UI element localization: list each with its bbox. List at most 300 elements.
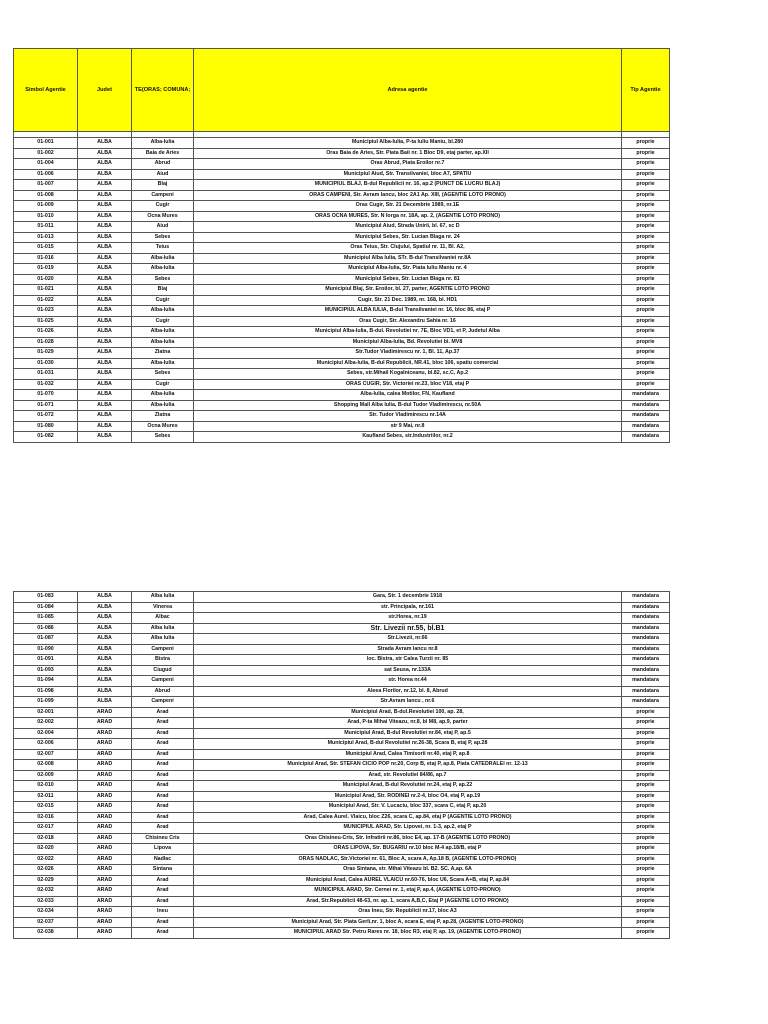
tip-cell: proprie — [622, 875, 670, 886]
tip-cell: proprie — [622, 802, 670, 813]
tip-cell: proprie — [622, 896, 670, 907]
table-row — [14, 812, 670, 823]
judet-cell: ALBA — [78, 222, 132, 233]
simbol-cell: 01-084 — [14, 602, 78, 613]
judet-cell: ALBA — [78, 180, 132, 191]
simbol-cell: 01-028 — [14, 337, 78, 348]
judet-cell: ALBA — [78, 264, 132, 275]
judet-cell: ARAD — [78, 886, 132, 897]
tip-cell: proprie — [622, 243, 670, 254]
simbol-cell: 02-034 — [14, 907, 78, 918]
judet-cell: ALBA — [78, 201, 132, 212]
simbol-cell: 01-020 — [14, 274, 78, 285]
tip-cell: proprie — [622, 295, 670, 306]
adresa-cell: ORAS NADLAC, Str.Victoriei nr. 61, Bloc A, scara A, Ap.18 B, (AGENTIE LOTO-PRONO) — [194, 854, 622, 865]
adresa-cell: MUNICIPIUL ARAD, Str. Cernei nr. 1, etaj P, ap.4, (AGENTIE LOTO-PRONO) — [194, 886, 622, 897]
oras-cell: Arad — [132, 718, 194, 729]
adresa-cell: Arad, Calea Aurel. Vlaicu, bloc Z26, scara C, ap.84, etaj P (AGENTIE LOTO PRONO) — [194, 812, 622, 823]
adresa-cell: Municipiul Arad, B-dul Revolutiei nr.26-38, Scara B, etaj P, ap.28 — [194, 739, 622, 750]
judet-cell: ALBA — [78, 390, 132, 401]
judet-cell: ALBA — [78, 190, 132, 201]
table-row — [14, 613, 670, 624]
simbol-cell: 02-032 — [14, 886, 78, 897]
tip-cell: proprie — [622, 264, 670, 275]
tip-cell: proprie — [622, 739, 670, 750]
judet-cell: ALBA — [78, 169, 132, 180]
oras-cell: Campeni — [132, 676, 194, 687]
table-row — [14, 432, 670, 443]
tip-cell: proprie — [622, 148, 670, 159]
adresa-cell: Sebes, str.Mihail Kogalniceanu, bl.82, sc.C, Ap.2 — [194, 369, 622, 380]
table-row — [14, 886, 670, 897]
table-row — [14, 760, 670, 771]
adresa-cell: Municipiul Arad, Calea Timisorii nr.40, etaj P, ap.8 — [194, 749, 622, 760]
oras-cell: Campeni — [132, 644, 194, 655]
header-simbol: Simbol Agentie — [14, 49, 78, 132]
tip-cell: proprie — [622, 190, 670, 201]
judet-cell: ARAD — [78, 791, 132, 802]
simbol-cell: 02-033 — [14, 896, 78, 907]
oras-cell: Alba Iulia — [132, 634, 194, 645]
table-row — [14, 844, 670, 855]
table-row — [14, 802, 670, 813]
judet-cell: ALBA — [78, 665, 132, 676]
adresa-cell: Municipiul Arad, Str. RODINEI nr.2-4, bloc O4, etaj P, ap.19 — [194, 791, 622, 802]
adresa-cell: Str.Livezii, nr.66 — [194, 634, 622, 645]
adresa-cell: loc. Bistra, str Calea Turzii nr. 85 — [194, 655, 622, 666]
tip-cell: proprie — [622, 306, 670, 317]
judet-cell: ALBA — [78, 253, 132, 264]
agency-table-bottom — [13, 591, 670, 939]
adresa-cell: Cugir, Str. 21 Dec. 1989, nr. 168, bl. HD1 — [194, 295, 622, 306]
oras-cell: Ocna Mures — [132, 421, 194, 432]
simbol-cell: 01-025 — [14, 316, 78, 327]
judet-cell: ALBA — [78, 337, 132, 348]
adresa-cell: ORAS CAMPENI, Str. Avram Iancu, bloc 2A1 Ap. XIII, (AGENTIE LOTO PRONO) — [194, 190, 622, 201]
oras-cell: Arad — [132, 760, 194, 771]
adresa-cell: Municipiul Arad, B-dul Revolutiei nr.24, etaj P, ap.22 — [194, 781, 622, 792]
table-row — [14, 211, 670, 222]
oras-cell: Arad — [132, 917, 194, 928]
oras-cell: Alba-Iulia — [132, 306, 194, 317]
header-row — [14, 49, 670, 132]
oras-cell: Ciugud — [132, 665, 194, 676]
tip-cell: proprie — [622, 316, 670, 327]
oras-cell: Blaj — [132, 180, 194, 191]
oras-cell: Aiud — [132, 222, 194, 233]
table-row — [14, 928, 670, 939]
simbol-cell: 02-006 — [14, 739, 78, 750]
tip-cell: proprie — [622, 917, 670, 928]
judet-cell: ALBA — [78, 285, 132, 296]
table-row — [14, 707, 670, 718]
tip-cell: mandatara — [622, 697, 670, 708]
judet-cell: ARAD — [78, 718, 132, 729]
judet-cell: ARAD — [78, 907, 132, 918]
simbol-cell: 02-026 — [14, 865, 78, 876]
oras-cell: Albac — [132, 613, 194, 624]
judet-cell: ARAD — [78, 823, 132, 834]
adresa-cell: str. Horea nr.44 — [194, 676, 622, 687]
judet-cell: ALBA — [78, 306, 132, 317]
judet-cell: ARAD — [78, 875, 132, 886]
oras-cell: Sebes — [132, 369, 194, 380]
table-row — [14, 739, 670, 750]
table-row — [14, 190, 670, 201]
adresa-cell: Municipiul Aiud, Strada Unirii, bl. 67, sc D — [194, 222, 622, 233]
oras-cell: Alba-Iulia — [132, 400, 194, 411]
judet-cell: ALBA — [78, 421, 132, 432]
adresa-cell: Strada Avram Iancu nr.8 — [194, 644, 622, 655]
table-row — [14, 602, 670, 613]
table-row — [14, 159, 670, 170]
oras-cell: Chisineu Cris — [132, 833, 194, 844]
adresa-cell: MUNICIPIUL BLAJ, B-dul Republicii nr. 16, ap.2 (PUNCT DE LUCRU BLAJ) — [194, 180, 622, 191]
tip-cell: mandatara — [622, 602, 670, 613]
simbol-cell: 02-037 — [14, 917, 78, 928]
oras-cell: Lipova — [132, 844, 194, 855]
oras-cell: Alba-Iulia — [132, 327, 194, 338]
tip-cell: mandatara — [622, 400, 670, 411]
simbol-cell: 01-090 — [14, 644, 78, 655]
table-row — [14, 770, 670, 781]
tip-cell: proprie — [622, 707, 670, 718]
simbol-cell: 01-032 — [14, 379, 78, 390]
oras-cell: Teius — [132, 243, 194, 254]
tip-cell: mandatara — [622, 421, 670, 432]
tip-cell: proprie — [622, 379, 670, 390]
tip-cell: proprie — [622, 886, 670, 897]
judet-cell: ALBA — [78, 148, 132, 159]
simbol-cell: 01-080 — [14, 421, 78, 432]
adresa-cell: Oras Sintana, str. Mihai Viteazu bl. B2. SC. A,ap. 6A — [194, 865, 622, 876]
adresa-cell: Arad, str. Revolutiei 84/86, ap.7 — [194, 770, 622, 781]
judet-cell: ALBA — [78, 295, 132, 306]
table-row — [14, 337, 670, 348]
simbol-cell: 01-030 — [14, 358, 78, 369]
table-row — [14, 728, 670, 739]
tip-cell: proprie — [622, 770, 670, 781]
adresa-cell: Kaufland Sebes, str.Industriilor, nr.2 — [194, 432, 622, 443]
oras-cell: Alba-Iulia — [132, 390, 194, 401]
adresa-cell: Municipiul Arad, Str. Piata Gerli,nr. 1, bloc A, scara E, etaj P, ap.28, (AGENTIE LOTO-PRONO) — [194, 917, 622, 928]
oras-cell: Sebes — [132, 432, 194, 443]
tip-cell: proprie — [622, 791, 670, 802]
tip-cell: proprie — [622, 358, 670, 369]
adresa-cell: Alba-Iulia, calea Motilor, FN, Kaufland — [194, 390, 622, 401]
adresa-cell: Municipiul Arad, B-dul Revolutiei nr.84, etaj P, ap.5 — [194, 728, 622, 739]
judet-cell: ARAD — [78, 917, 132, 928]
table-row — [14, 348, 670, 359]
tip-cell: mandatara — [622, 634, 670, 645]
simbol-cell: 01-098 — [14, 686, 78, 697]
simbol-cell: 01-091 — [14, 655, 78, 666]
simbol-cell: 02-002 — [14, 718, 78, 729]
simbol-cell: 01-009 — [14, 201, 78, 212]
oras-cell: Campeni — [132, 697, 194, 708]
tip-cell: proprie — [622, 232, 670, 243]
tip-cell: proprie — [622, 760, 670, 771]
judet-cell: ALBA — [78, 655, 132, 666]
simbol-cell: 01-007 — [14, 180, 78, 191]
header-tip: Tip Agentie — [622, 49, 670, 132]
adresa-cell: Str. Tudor Vladimirescu nr.14A — [194, 411, 622, 422]
tip-cell: proprie — [622, 907, 670, 918]
tip-cell: proprie — [622, 180, 670, 191]
simbol-cell: 01-011 — [14, 222, 78, 233]
tip-cell: proprie — [622, 728, 670, 739]
judet-cell: ALBA — [78, 379, 132, 390]
oras-cell: Cugir — [132, 379, 194, 390]
judet-cell: ALBA — [78, 411, 132, 422]
judet-cell: ARAD — [78, 770, 132, 781]
tip-cell: mandatara — [622, 655, 670, 666]
oras-cell: Abrud — [132, 686, 194, 697]
adresa-cell: Municipiul Alba-Iulia, P-ta Iuliu Maniu, bl.280 — [194, 138, 622, 149]
oras-cell: Abrud — [132, 159, 194, 170]
adresa-cell: Municipiul Blaj, Str. Eroilor, bl. 27, parter, AGENTIE LOTO PRONO — [194, 285, 622, 296]
oras-cell: Vinerea — [132, 602, 194, 613]
oras-cell: Arad — [132, 928, 194, 939]
table-row — [14, 264, 670, 275]
table-row — [14, 306, 670, 317]
judet-cell: ALBA — [78, 634, 132, 645]
header-adresa: Adresa agentie — [194, 49, 622, 132]
oras-cell: Bistra — [132, 655, 194, 666]
adresa-cell: Oras Teius, Str. Clujului, Spatiul nr. 11, Bl. A2, — [194, 243, 622, 254]
simbol-cell: 01-006 — [14, 169, 78, 180]
simbol-cell: 01-099 — [14, 697, 78, 708]
simbol-cell: 01-085 — [14, 613, 78, 624]
oras-cell: Arad — [132, 886, 194, 897]
adresa-cell: Municipiul Sebes, Str. Lucian Blaga nr. 81 — [194, 274, 622, 285]
tip-cell: mandatara — [622, 613, 670, 624]
tip-cell: mandatara — [622, 676, 670, 687]
header-oras: TE(ORAS; COMUNA; — [132, 49, 194, 132]
table-row — [14, 655, 670, 666]
adresa-cell: Municipiul Alba-Iulia, B-dul. Revolutiei nr. 7E, Bloc VD1, et P, Judetul Alba — [194, 327, 622, 338]
table-row — [14, 369, 670, 380]
simbol-cell: 01-093 — [14, 665, 78, 676]
oras-cell: Arad — [132, 707, 194, 718]
judet-cell: ARAD — [78, 739, 132, 750]
tip-cell: proprie — [622, 781, 670, 792]
simbol-cell: 02-001 — [14, 707, 78, 718]
table-row — [14, 148, 670, 159]
oras-cell: Alba-Iulia — [132, 358, 194, 369]
oras-cell: Campeni — [132, 190, 194, 201]
tip-cell: mandatara — [622, 623, 670, 634]
adresa-cell: Str.Avram Iancu , nr.6 — [194, 697, 622, 708]
table-row — [14, 201, 670, 212]
table-row — [14, 865, 670, 876]
tip-cell: proprie — [622, 854, 670, 865]
tip-cell: proprie — [622, 865, 670, 876]
table-row — [14, 411, 670, 422]
table-row — [14, 222, 670, 233]
oras-cell: Blaj — [132, 285, 194, 296]
oras-cell: Arad — [132, 770, 194, 781]
adresa-cell: Aleea Florilor, nr.12, bl. 8, Abrud — [194, 686, 622, 697]
adresa-cell: Oras Cugir, Str. Alexandru Sahia nr. 16 — [194, 316, 622, 327]
oras-cell: Ineu — [132, 907, 194, 918]
adresa-cell: Oras Ineu, Str. Republicii nr.17, bloc A3 — [194, 907, 622, 918]
oras-cell: Sebes — [132, 274, 194, 285]
oras-cell: Aiud — [132, 169, 194, 180]
judet-cell: ALBA — [78, 327, 132, 338]
tip-cell: proprie — [622, 211, 670, 222]
judet-cell: ALBA — [78, 232, 132, 243]
adresa-cell: Municipiul Alba-Iulia, B-dul Republicii, NR.41, bloc 106, spatiu comercial — [194, 358, 622, 369]
judet-cell: ALBA — [78, 644, 132, 655]
adresa-cell: ORAS LIPOVA, Str. BUGARIU nr.10 bloc M-4 ap.18/B, etaj P — [194, 844, 622, 855]
table-row — [14, 896, 670, 907]
tip-cell: proprie — [622, 928, 670, 939]
adresa-cell: Municipiul Sebes, Str. Lucian Blaga nr. 24 — [194, 232, 622, 243]
adresa-cell: ORAS OCNA MURES, Str. N Iorga nr. 18A, ap. 2, (AGENTIE LOTO PRONO) — [194, 211, 622, 222]
simbol-cell: 02-015 — [14, 802, 78, 813]
tip-cell: mandatara — [622, 665, 670, 676]
oras-cell: Arad — [132, 739, 194, 750]
oras-cell: Cugir — [132, 316, 194, 327]
judet-cell: ALBA — [78, 592, 132, 603]
table-row — [14, 327, 670, 338]
oras-cell: Alba-Iulia — [132, 337, 194, 348]
oras-cell: Alba-Iulia — [132, 138, 194, 149]
tip-cell: proprie — [622, 138, 670, 149]
table-row — [14, 875, 670, 886]
simbol-cell: 01-021 — [14, 285, 78, 296]
tip-cell: mandatara — [622, 686, 670, 697]
judet-cell: ARAD — [78, 728, 132, 739]
adresa-cell: str 9 Mai, nr.8 — [194, 421, 622, 432]
table-row — [14, 686, 670, 697]
tip-cell: proprie — [622, 327, 670, 338]
simbol-cell: 02-008 — [14, 760, 78, 771]
tip-cell: proprie — [622, 749, 670, 760]
oras-cell: Arad — [132, 728, 194, 739]
simbol-cell: 01-002 — [14, 148, 78, 159]
oras-cell: Arad — [132, 802, 194, 813]
tip-cell: mandatara — [622, 390, 670, 401]
tip-cell: mandatara — [622, 644, 670, 655]
judet-cell: ALBA — [78, 274, 132, 285]
adresa-cell: Municipiul Alba Iulia, STr. B-dul Transilvaniei nr.8A — [194, 253, 622, 264]
oras-cell: Arad — [132, 812, 194, 823]
adresa-cell: Gara, Str. 1 decembrie 1918 — [194, 592, 622, 603]
judet-cell: ALBA — [78, 358, 132, 369]
oras-cell: Arad — [132, 896, 194, 907]
judet-cell: ALBA — [78, 400, 132, 411]
table-row — [14, 791, 670, 802]
table-row — [14, 697, 670, 708]
table-row — [14, 623, 670, 634]
adresa-cell: MUNICIPIUL ARAD, Str. Lipovei, nr. 1-3, ap.2, etaj P — [194, 823, 622, 834]
table-row — [14, 592, 670, 603]
tip-cell: proprie — [622, 285, 670, 296]
tip-cell: proprie — [622, 169, 670, 180]
adresa-cell: Arad, Str.Republicii 48-63, nr. ap. 1, scara A,B,C, Etaj P (AGENTIE LOTO PRONO) — [194, 896, 622, 907]
tip-cell: proprie — [622, 833, 670, 844]
oras-cell: Alba Iulia — [132, 592, 194, 603]
tip-cell: proprie — [622, 159, 670, 170]
judet-cell: ARAD — [78, 781, 132, 792]
adresa-cell: MUNICIPIUL ARAD Str. Petru Rares nr. 18, bloc R3, etaj P, ap. 19, (AGENTIE LOTO-PRONO) — [194, 928, 622, 939]
table-row — [14, 274, 670, 285]
oras-cell: Sebes — [132, 232, 194, 243]
oras-cell: Arad — [132, 875, 194, 886]
oras-cell: Alba-Iulia — [132, 253, 194, 264]
adresa-cell: Municipiul Alba-Iulia, Bd. Revolutiei bl. MV8 — [194, 337, 622, 348]
tip-cell: proprie — [622, 718, 670, 729]
table-row — [14, 358, 670, 369]
table-row — [14, 138, 670, 149]
simbol-cell: 01-029 — [14, 348, 78, 359]
simbol-cell: 02-011 — [14, 791, 78, 802]
simbol-cell: 01-022 — [14, 295, 78, 306]
tip-cell: proprie — [622, 823, 670, 834]
judet-cell: ARAD — [78, 896, 132, 907]
table-row — [14, 390, 670, 401]
tip-cell: proprie — [622, 201, 670, 212]
table-row — [14, 243, 670, 254]
judet-cell: ALBA — [78, 623, 132, 634]
judet-cell: ALBA — [78, 602, 132, 613]
table-row — [14, 665, 670, 676]
simbol-cell: 01-001 — [14, 138, 78, 149]
judet-cell: ALBA — [78, 432, 132, 443]
adresa-cell: Shopping Mall Alba Iulia, B-dul Tudor Vladimirescu, nr.50A — [194, 400, 622, 411]
adresa-cell: Municipiul Arad, Str. V. Lucaciu, bloc 337, scara C, etaj P, ap.20 — [194, 802, 622, 813]
table-row — [14, 749, 670, 760]
simbol-cell: 01-004 — [14, 159, 78, 170]
tip-cell: proprie — [622, 222, 670, 233]
simbol-cell: 01-019 — [14, 264, 78, 275]
table-row — [14, 907, 670, 918]
oras-cell: Arad — [132, 823, 194, 834]
judet-cell: ALBA — [78, 369, 132, 380]
oras-cell: Arad — [132, 781, 194, 792]
simbol-cell: 02-007 — [14, 749, 78, 760]
oras-cell: Alba-Iulia — [132, 264, 194, 275]
simbol-cell: 01-087 — [14, 634, 78, 645]
agency-table-top — [13, 48, 670, 443]
oras-cell: Alba Iulia — [132, 623, 194, 634]
adresa-cell: ORAS CUGIR, Str. Victoriei nr.23, bloc V18, etaj P — [194, 379, 622, 390]
tip-cell: proprie — [622, 348, 670, 359]
tip-cell: proprie — [622, 812, 670, 823]
simbol-cell: 01-086 — [14, 623, 78, 634]
simbol-cell: 02-009 — [14, 770, 78, 781]
simbol-cell: 02-038 — [14, 928, 78, 939]
simbol-cell: 02-016 — [14, 812, 78, 823]
judet-cell: ALBA — [78, 348, 132, 359]
judet-cell: ARAD — [78, 928, 132, 939]
tip-cell: proprie — [622, 337, 670, 348]
tip-cell: mandatara — [622, 592, 670, 603]
adresa-cell: Str. Livezii nr.55, bl.B1 — [194, 623, 622, 634]
simbol-cell: 02-022 — [14, 854, 78, 865]
adresa-cell: str. Principala, nr.161 — [194, 602, 622, 613]
adresa-cell: Municipiul Arad, Calea AUREL VLAICU nr.60-76, bloc U6, Scara A+B, etaj P, ap.84 — [194, 875, 622, 886]
simbol-cell: 01-082 — [14, 432, 78, 443]
adresa-cell: str.Horea, nr.19 — [194, 613, 622, 624]
simbol-cell: 01-016 — [14, 253, 78, 264]
tip-cell: proprie — [622, 844, 670, 855]
oras-cell: Ocna Mures — [132, 211, 194, 222]
judet-cell: ALBA — [78, 316, 132, 327]
judet-cell: ALBA — [78, 243, 132, 254]
